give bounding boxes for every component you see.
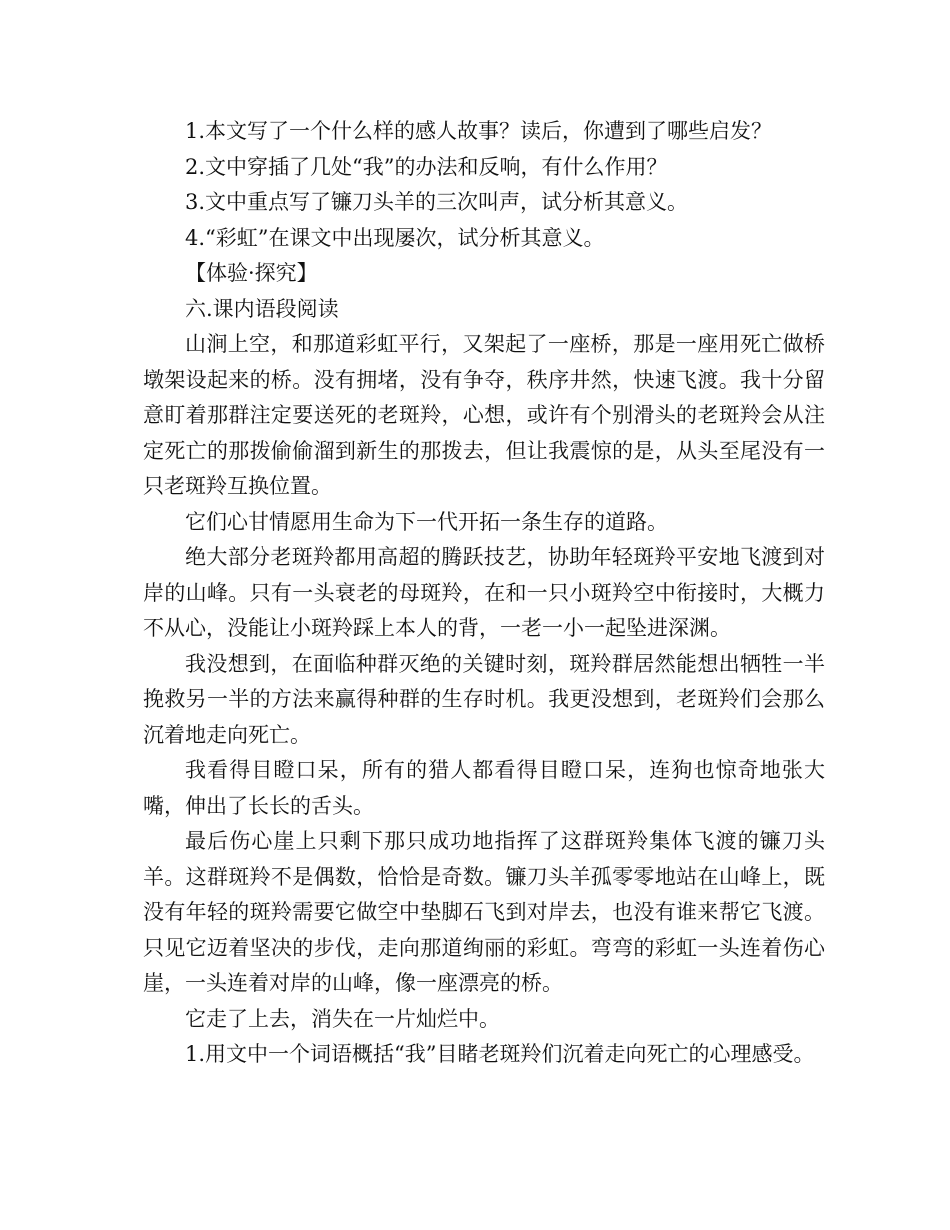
passage-paragraph-2: 它们心甘情愿用生命为下一代开拓一条生存的道路。 — [185, 509, 668, 534]
question-4: 4.“彩虹”在课文中出现屡次，试分析其意义。 — [185, 225, 605, 250]
question-reading-1: 1.用文中一个词语概括“我”目睹老斑羚们沉着走向死亡的心理感受。 — [185, 1042, 815, 1066]
section-heading: 【体验·探究】 — [185, 261, 318, 285]
passage-paragraph-3: 绝大部分老斑羚都用高超的腾跃技艺，协助年轻斑羚平安地飞渡到对岸的山峰。只有一头衰老的母斑羚，在和一只小斑羚空中衔接时，大概力不从心，没能让小斑羚踩上本人的背，一老一小一起坠进深渊。 — [143, 545, 825, 640]
passage-paragraph-6: 最后伤心崖上只剩下那只成功地指挥了这群斑羚集体飞渡的镰刀头羊。这群斑羚不是偶数，恰恰是奇数。镰刀头羊孤零零地站在山峰上，既没有年轻的斑羚需要它做空中垫脚石飞到对岸去，也没有谁来帮它飞渡。只见它迈着坚决的步伐，走向那道绚丽的彩虹。弯弯的彩虹一头连着伤心崖，一头连着对岸的山峰，像一座漂亮的桥。 — [143, 829, 825, 995]
subsection-heading: 六.课内语段阅读 — [185, 296, 339, 321]
passage-paragraph-4: 我没想到，在面临种群灭绝的关键时刻，斑羚群居然能想出牺牲一半挽救另一半的方法来赢得种群的生存时机。我更没想到，老斑羚们会那么沉着地走向死亡。 — [143, 651, 825, 747]
document-page — [143, 114, 825, 1073]
passage-paragraph-5: 我看得目瞪口呆，所有的猎人都看得目瞪口呆，连狗也惊奇地张大嘴，伸出了长长的舌头。 — [143, 758, 825, 818]
question-3: 3.文中重点写了镰刀头羊的三次叫声，试分析其意义。 — [185, 190, 689, 214]
question-2: 2.文中穿插了几处“我”的办法和反响，有什么作用？ — [185, 154, 668, 179]
passage-paragraph-1: 山涧上空，和那道彩虹平行，又架起了一座桥，那是一座用死亡做桥墩架设起来的桥。没有拥堵，没有争夺，秩序井然，快速飞渡。我十分留意盯着那群注定要送死的老斑羚，心想，或许有个别滑头的老斑羚会从注定死亡的那拨偷偷溜到新生的那拨去，但让我震惊的是，从头至尾没有一只老斑羚互换位置。 — [143, 332, 825, 498]
question-1: 1.本文写了一个什么样的感人故事？读后，你遭到了哪些启发？ — [185, 119, 773, 143]
passage-paragraph-7: 它走了上去，消失在一片灿烂中。 — [185, 1006, 500, 1031]
